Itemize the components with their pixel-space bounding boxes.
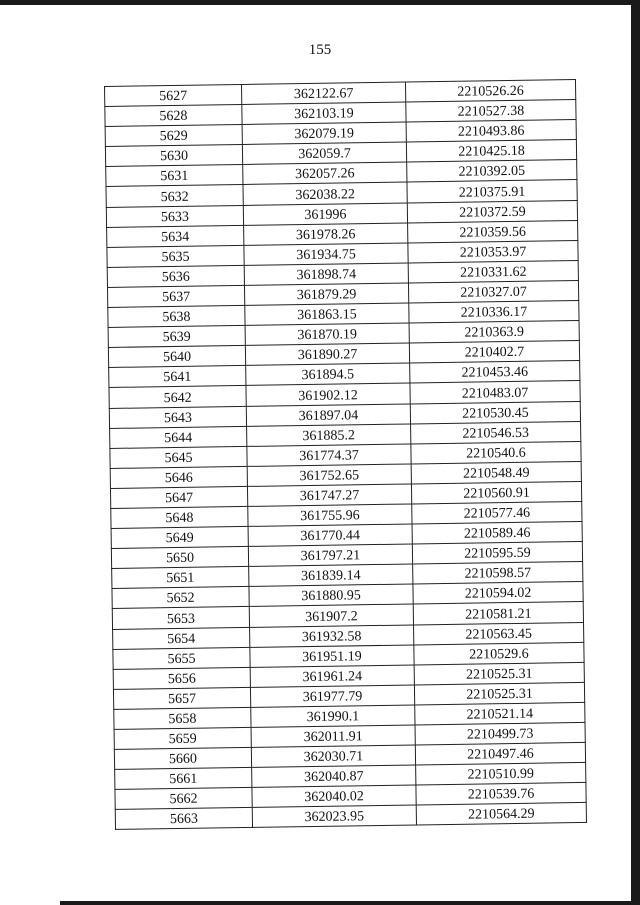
x-coordinate-cell: 361839.14 <box>249 564 413 587</box>
y-coordinate-cell: 2210530.45 <box>410 401 580 424</box>
x-coordinate-cell: 362057.26 <box>243 162 407 185</box>
y-coordinate-cell: 2210425.18 <box>406 140 576 163</box>
y-coordinate-cell: 2210402.7 <box>409 341 579 364</box>
y-coordinate-cell: 2210546.53 <box>411 421 581 444</box>
point-number-cell: 5659 <box>114 727 251 749</box>
x-coordinate-cell: 361752.65 <box>247 464 411 487</box>
x-coordinate-cell: 361894.5 <box>246 363 410 386</box>
x-coordinate-cell: 361890.27 <box>245 343 409 366</box>
x-coordinate-cell: 362103.19 <box>242 102 406 125</box>
y-coordinate-cell: 2210483.07 <box>410 381 580 404</box>
x-coordinate-cell: 361885.2 <box>247 424 411 447</box>
x-coordinate-cell: 361934.75 <box>244 243 408 266</box>
point-number-cell: 5627 <box>105 84 242 106</box>
point-number-cell: 5633 <box>106 205 243 227</box>
x-coordinate-cell: 361770.44 <box>248 524 412 547</box>
y-coordinate-cell: 2210392.05 <box>407 160 577 183</box>
point-number-cell: 5634 <box>107 225 244 247</box>
y-coordinate-cell: 2210598.57 <box>413 562 583 585</box>
y-coordinate-cell: 2210375.91 <box>407 180 577 203</box>
x-coordinate-cell: 361902.12 <box>246 383 410 406</box>
x-coordinate-cell: 361774.37 <box>247 444 411 467</box>
y-coordinate-cell: 2210548.49 <box>411 461 581 484</box>
point-number-cell: 5635 <box>107 245 244 267</box>
y-coordinate-cell: 2210563.45 <box>414 622 584 645</box>
y-coordinate-cell: 2210510.99 <box>416 763 586 786</box>
x-coordinate-cell: 361755.96 <box>248 504 412 527</box>
coordinates-table <box>104 79 587 830</box>
point-number-cell: 5643 <box>109 406 246 428</box>
y-coordinate-cell: 2210595.59 <box>412 542 582 565</box>
point-number-cell: 5637 <box>107 285 244 307</box>
point-number-cell: 5650 <box>111 547 248 569</box>
point-number-cell: 5649 <box>111 526 248 548</box>
point-number-cell: 5654 <box>113 627 250 649</box>
point-number-cell: 5662 <box>115 788 252 810</box>
point-number-cell: 5632 <box>106 185 243 207</box>
y-coordinate-cell: 2210577.46 <box>412 501 582 524</box>
x-coordinate-cell: 361879.29 <box>244 283 408 306</box>
point-number-cell: 5658 <box>114 707 251 729</box>
x-coordinate-cell: 361863.15 <box>245 303 409 326</box>
point-number-cell: 5641 <box>109 366 246 388</box>
scan-border-top <box>0 0 640 5</box>
x-coordinate-cell: 362079.19 <box>242 122 406 145</box>
coordinates-table-container <box>104 79 585 830</box>
point-number-cell: 5652 <box>112 587 249 609</box>
point-number-cell: 5645 <box>110 446 247 468</box>
y-coordinate-cell: 2210526.26 <box>405 80 575 103</box>
x-coordinate-cell: 361961.24 <box>250 665 414 688</box>
coordinates-table-body <box>105 80 587 830</box>
x-coordinate-cell: 361907.2 <box>249 604 413 627</box>
point-number-cell: 5663 <box>115 808 252 830</box>
y-coordinate-cell: 2210525.31 <box>414 682 584 705</box>
x-coordinate-cell: 362030.71 <box>251 745 415 768</box>
point-number-cell: 5644 <box>110 426 247 448</box>
x-coordinate-cell: 361996 <box>243 203 407 226</box>
y-coordinate-cell: 2210564.29 <box>416 803 586 826</box>
x-coordinate-cell: 362011.91 <box>251 725 415 748</box>
y-coordinate-cell: 2210589.46 <box>412 522 582 545</box>
x-coordinate-cell: 362023.95 <box>252 805 416 828</box>
x-coordinate-cell: 361932.58 <box>250 624 414 647</box>
y-coordinate-cell: 2210363.9 <box>409 321 579 344</box>
point-number-cell: 5647 <box>110 486 247 508</box>
x-coordinate-cell: 361898.74 <box>244 263 408 286</box>
x-coordinate-cell: 362122.67 <box>241 82 405 105</box>
y-coordinate-cell: 2210560.91 <box>411 481 581 504</box>
y-coordinate-cell: 2210521.14 <box>415 702 585 725</box>
y-coordinate-cell: 2210581.21 <box>413 602 583 625</box>
page-number: 155 <box>308 42 332 58</box>
y-coordinate-cell: 2210525.31 <box>414 662 584 685</box>
y-coordinate-cell: 2210529.6 <box>414 642 584 665</box>
point-number-cell: 5639 <box>108 326 245 348</box>
point-number-cell: 5660 <box>114 747 251 769</box>
y-coordinate-cell: 2210327.07 <box>408 280 578 303</box>
y-coordinate-cell: 2210336.17 <box>409 301 579 324</box>
point-number-cell: 5656 <box>113 667 250 689</box>
point-number-cell: 5629 <box>105 125 242 147</box>
point-number-cell: 5657 <box>113 687 250 709</box>
scan-border-bottom <box>60 901 640 905</box>
y-coordinate-cell: 2210331.62 <box>408 260 578 283</box>
x-coordinate-cell: 362040.02 <box>252 785 416 808</box>
x-coordinate-cell: 361870.19 <box>245 323 409 346</box>
x-coordinate-cell: 361897.04 <box>246 403 410 426</box>
y-coordinate-cell: 2210353.97 <box>408 240 578 263</box>
point-number-cell: 5631 <box>106 165 243 187</box>
y-coordinate-cell: 2210499.73 <box>415 722 585 745</box>
x-coordinate-cell: 361990.1 <box>251 705 415 728</box>
point-number-cell: 5642 <box>109 386 246 408</box>
x-coordinate-cell: 361747.27 <box>247 484 411 507</box>
y-coordinate-cell: 2210527.38 <box>406 100 576 123</box>
y-coordinate-cell: 2210493.86 <box>406 120 576 143</box>
y-coordinate-cell: 2210497.46 <box>415 743 585 766</box>
point-number-cell: 5638 <box>108 305 245 327</box>
x-coordinate-cell: 361951.19 <box>250 645 414 668</box>
y-coordinate-cell: 2210540.6 <box>411 441 581 464</box>
point-number-cell: 5648 <box>111 506 248 528</box>
point-number-cell: 5661 <box>115 768 252 790</box>
point-number-cell: 5651 <box>112 567 249 589</box>
point-number-cell: 5630 <box>105 145 242 167</box>
y-coordinate-cell: 2210372.59 <box>407 200 577 223</box>
x-coordinate-cell: 362059.7 <box>242 142 406 165</box>
point-number-cell: 5640 <box>108 346 245 368</box>
point-number-cell: 5655 <box>113 647 250 669</box>
x-coordinate-cell: 362040.87 <box>252 765 416 788</box>
x-coordinate-cell: 361797.21 <box>248 544 412 567</box>
y-coordinate-cell: 2210453.46 <box>410 361 580 384</box>
point-number-cell: 5628 <box>105 105 242 127</box>
point-number-cell: 5653 <box>112 607 249 629</box>
x-coordinate-cell: 362038.22 <box>243 182 407 205</box>
x-coordinate-cell: 361880.95 <box>249 584 413 607</box>
y-coordinate-cell: 2210539.76 <box>416 783 586 806</box>
y-coordinate-cell: 2210594.02 <box>413 582 583 605</box>
y-coordinate-cell: 2210359.56 <box>408 220 578 243</box>
scan-border-right <box>631 0 640 905</box>
point-number-cell: 5636 <box>107 265 244 287</box>
point-number-cell: 5646 <box>110 466 247 488</box>
x-coordinate-cell: 361978.26 <box>244 223 408 246</box>
x-coordinate-cell: 361977.79 <box>250 685 414 708</box>
